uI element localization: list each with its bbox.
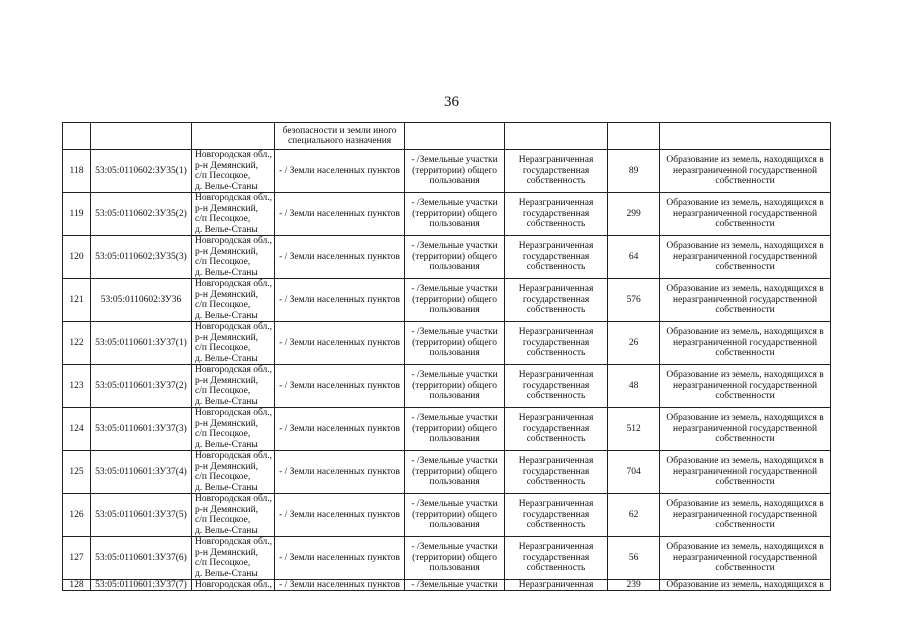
land-category-continued: безопасности и земли иного специального назначения: [275, 123, 405, 150]
address-line: Новгородская обл.,: [195, 193, 273, 203]
address-line: Новгородская обл.,: [195, 279, 273, 289]
permitted-use-line: пользования: [429, 391, 480, 402]
permitted-use-line: (территории) общего: [412, 466, 497, 477]
address: [192, 193, 275, 236]
address-line: д. Велье-Станы: [195, 310, 258, 321]
permitted-use: [405, 150, 505, 193]
address: [192, 322, 275, 365]
permitted-use: [405, 451, 505, 494]
ownership-line: Неразграниченная: [518, 456, 594, 467]
area: 89: [608, 150, 660, 193]
permitted-use-line: - /Земельные участки: [411, 241, 498, 252]
permitted-use-line: - /Земельные участки: [411, 370, 498, 381]
permitted-use-line: (территории) общего: [412, 423, 497, 434]
address-line: д. Велье-Станы: [195, 439, 258, 450]
formation-method: [660, 322, 831, 365]
address-line: Новгородская обл.,: [195, 494, 273, 504]
table-row: [63, 537, 831, 580]
area: 64: [608, 236, 660, 279]
address-line: р-н Демянский,: [195, 547, 259, 558]
address: [192, 236, 275, 279]
permitted-use-line: - /Земельные участки: [411, 284, 498, 295]
ownership-line: государственная: [522, 509, 590, 520]
address: [192, 537, 275, 580]
ownership: [505, 279, 608, 322]
ownership: [505, 322, 608, 365]
formation-method-line: Образование из земель, находящихся в: [666, 413, 824, 424]
cadastral-number: 53:05:0110602:ЗУ35(1): [91, 150, 192, 193]
permitted-use-line: (территории) общего: [412, 165, 497, 176]
formation-method-line: неразграниченной государственной: [672, 380, 818, 391]
page-number: 36: [444, 94, 459, 110]
formation-method-line: собственности: [715, 520, 775, 531]
formation-method-line: собственности: [715, 434, 775, 445]
land-category: - / Земли населенных пунктов: [275, 408, 405, 451]
formation-method-line: Образование из земель, находящихся в: [666, 284, 824, 295]
ownership: [505, 150, 608, 193]
formation-method-line: Образование из земель, находящихся в: [666, 542, 824, 553]
permitted-use: [405, 279, 505, 322]
address-line: д. Велье-Станы: [195, 181, 258, 192]
formation-method: [660, 193, 831, 236]
land-category: - / Земли населенных пунктов: [275, 193, 405, 236]
cadastral-number: 53:05:0110602:ЗУ36: [91, 279, 192, 322]
address: [192, 451, 275, 494]
cell-empty: [608, 123, 660, 150]
address-line: р-н Демянский,: [195, 418, 259, 429]
permitted-use-line: пользования: [429, 176, 480, 187]
cadastral-number: 53:05:0110602:ЗУ35(3): [91, 236, 192, 279]
formation-method-line: Образование из земель, находящихся в: [666, 456, 824, 467]
ownership-line: собственность: [526, 434, 586, 445]
ownership-line: государственная: [522, 423, 590, 434]
land-category: - / Земли населенных пунктов: [275, 451, 405, 494]
cadastral-number: 53:05:0110601:ЗУ37(4): [91, 451, 192, 494]
address-line: р-н Демянский,: [195, 160, 259, 171]
permitted-use: - /Земельные участки: [405, 580, 505, 591]
ownership: [505, 236, 608, 279]
address-line: р-н Демянский,: [195, 504, 259, 515]
row-number: 119: [63, 193, 91, 236]
permitted-use-line: - /Земельные участки: [411, 456, 498, 467]
formation-method-line: собственности: [715, 348, 775, 359]
address-line: Новгородская обл.,: [195, 236, 273, 246]
formation-method-line: Образование из земель, находящихся в: [666, 327, 824, 338]
table-row: [63, 408, 831, 451]
address-line: Новгородская обл.,: [195, 408, 273, 418]
formation-method-line: собственности: [715, 477, 775, 488]
ownership-line: Неразграниченная: [518, 413, 594, 424]
ownership-line: государственная: [522, 165, 590, 176]
table-body: [63, 123, 831, 591]
ownership-line: собственность: [526, 262, 586, 273]
ownership-line: государственная: [522, 294, 590, 305]
row-number: 128: [63, 580, 91, 591]
ownership-line: государственная: [522, 466, 590, 477]
permitted-use-line: (территории) общего: [412, 380, 497, 391]
land-category: - / Земли населенных пунктов: [275, 279, 405, 322]
address-line: д. Велье-Станы: [195, 396, 258, 407]
continuation-row: [63, 123, 831, 150]
formation-method-line: неразграниченной государственной: [672, 466, 818, 477]
ownership-line: Неразграниченная: [518, 327, 594, 338]
formation-method-line: Образование из земель, находящихся в: [666, 198, 824, 209]
ownership-line: собственность: [526, 348, 586, 359]
ownership-line: Неразграниченная: [518, 542, 594, 553]
ownership-line: Неразграниченная: [518, 198, 594, 209]
formation-method-line: собственности: [715, 176, 775, 187]
permitted-use: [405, 408, 505, 451]
permitted-use-line: (территории) общего: [412, 509, 497, 520]
permitted-use-line: пользования: [429, 348, 480, 359]
formation-method: [660, 537, 831, 580]
permitted-use-line: пользования: [429, 262, 480, 273]
address-line: с/п Песоцкое,: [195, 214, 251, 224]
address-line: Новгородская обл.,: [195, 150, 273, 160]
cadastral-number: 53:05:0110601:ЗУ37(3): [91, 408, 192, 451]
ownership: [505, 494, 608, 537]
address-line: р-н Демянский,: [195, 375, 259, 386]
ownership-line: государственная: [522, 251, 590, 262]
permitted-use-line: - /Земельные участки: [411, 198, 498, 209]
ownership-line: собственность: [526, 305, 586, 316]
address-line: д. Велье-Станы: [195, 525, 258, 536]
ownership: [505, 365, 608, 408]
cadastral-number: 53:05:0110601:ЗУ37(7): [91, 580, 192, 591]
permitted-use: [405, 494, 505, 537]
address-line: р-н Демянский,: [195, 332, 259, 343]
address: [192, 365, 275, 408]
permitted-use-line: пользования: [429, 520, 480, 531]
address-line: с/п Песоцкое,: [195, 386, 251, 396]
permitted-use-line: - /Земельные участки: [411, 155, 498, 166]
formation-method-line: собственности: [715, 391, 775, 402]
cadastral-number: 53:05:0110602:ЗУ35(2): [91, 193, 192, 236]
table-row: [63, 580, 831, 591]
row-number: 122: [63, 322, 91, 365]
formation-method: [660, 408, 831, 451]
permitted-use: [405, 322, 505, 365]
formation-method-line: собственности: [715, 219, 775, 230]
table-row: [63, 279, 831, 322]
address: [192, 150, 275, 193]
formation-method-line: неразграниченной государственной: [672, 165, 818, 176]
formation-method: [660, 451, 831, 494]
ownership-line: Неразграниченная: [518, 370, 594, 381]
permitted-use-line: пользования: [429, 563, 480, 574]
land-category: - / Земли населенных пунктов: [275, 580, 405, 591]
row-number: 120: [63, 236, 91, 279]
table-row: [63, 193, 831, 236]
permitted-use-line: (территории) общего: [412, 337, 497, 348]
table-row: [63, 494, 831, 537]
permitted-use-line: пользования: [429, 305, 480, 316]
permitted-use: [405, 365, 505, 408]
cell-empty: [660, 123, 831, 150]
ownership-line: Неразграниченная: [518, 241, 594, 252]
land-category: - / Земли населенных пунктов: [275, 150, 405, 193]
formation-method: Образование из земель, находящихся в: [660, 580, 831, 591]
row-number: 125: [63, 451, 91, 494]
permitted-use-line: (территории) общего: [412, 251, 497, 262]
ownership: [505, 537, 608, 580]
cell-empty: [405, 123, 505, 150]
ownership-line: собственность: [526, 477, 586, 488]
cell-empty: [192, 123, 275, 150]
ownership-line: собственность: [526, 563, 586, 574]
address-line: д. Велье-Станы: [195, 267, 258, 278]
address-line: р-н Демянский,: [195, 289, 259, 300]
address-line: д. Велье-Станы: [195, 568, 258, 579]
address-line: д. Велье-Станы: [195, 353, 258, 364]
area: 239: [608, 580, 660, 591]
formation-method: [660, 365, 831, 408]
address-line: с/п Песоцкое,: [195, 558, 251, 568]
cadastral-number: 53:05:0110601:ЗУ37(5): [91, 494, 192, 537]
formation-method-line: Образование из земель, находящихся в: [666, 155, 824, 166]
row-number: 124: [63, 408, 91, 451]
formation-method: [660, 279, 831, 322]
formation-method-line: собственности: [715, 262, 775, 273]
cell-empty: [91, 123, 192, 150]
permitted-use: [405, 236, 505, 279]
cadastral-number: 53:05:0110601:ЗУ37(1): [91, 322, 192, 365]
area: 56: [608, 537, 660, 580]
ownership: Неразграниченная: [505, 580, 608, 591]
address-line: д. Велье-Станы: [195, 224, 258, 235]
table-row: [63, 451, 831, 494]
permitted-use-line: - /Земельные участки: [411, 413, 498, 424]
area: 299: [608, 193, 660, 236]
formation-method-line: неразграниченной государственной: [672, 294, 818, 305]
formation-method-line: неразграниченной государственной: [672, 552, 818, 563]
ownership-line: Неразграниченная: [518, 499, 594, 510]
permitted-use-line: пользования: [429, 477, 480, 488]
address-line: с/п Песоцкое,: [195, 171, 251, 181]
permitted-use-line: - /Земельные участки: [411, 542, 498, 553]
address-line: с/п Песоцкое,: [195, 343, 251, 353]
cadastral-number: 53:05:0110601:ЗУ37(6): [91, 537, 192, 580]
address-line: Новгородская обл.,: [195, 365, 273, 375]
address-line: р-н Демянский,: [195, 246, 259, 257]
address-line: Новгородская обл.,: [195, 322, 273, 332]
cadastral-number: 53:05:0110601:ЗУ37(2): [91, 365, 192, 408]
permitted-use-line: (территории) общего: [412, 294, 497, 305]
ownership: [505, 193, 608, 236]
land-plots-table: [62, 122, 831, 591]
formation-method: [660, 494, 831, 537]
ownership: [505, 451, 608, 494]
table-row: [63, 322, 831, 365]
formation-method: [660, 236, 831, 279]
area: 512: [608, 408, 660, 451]
row-number: 126: [63, 494, 91, 537]
area: 48: [608, 365, 660, 408]
permitted-use-line: (территории) общего: [412, 552, 497, 563]
row-number: 127: [63, 537, 91, 580]
address-line: с/п Песоцкое,: [195, 472, 251, 482]
area: 704: [608, 451, 660, 494]
row-number: 118: [63, 150, 91, 193]
permitted-use: [405, 193, 505, 236]
ownership-line: государственная: [522, 380, 590, 391]
address-line: с/п Песоцкое,: [195, 257, 251, 267]
permitted-use-line: пользования: [429, 219, 480, 230]
address-line: р-н Демянский,: [195, 203, 259, 214]
permitted-use-line: - /Земельные участки: [411, 499, 498, 510]
formation-method: [660, 150, 831, 193]
ownership-line: собственность: [526, 391, 586, 402]
formation-method-line: собственности: [715, 305, 775, 316]
table-row: [63, 236, 831, 279]
area: 62: [608, 494, 660, 537]
formation-method-line: собственности: [715, 563, 775, 574]
address-line: с/п Песоцкое,: [195, 300, 251, 310]
formation-method-line: неразграниченной государственной: [672, 423, 818, 434]
row-number: 123: [63, 365, 91, 408]
land-category: - / Земли населенных пунктов: [275, 236, 405, 279]
ownership-line: государственная: [522, 552, 590, 563]
ownership-line: Неразграниченная: [518, 155, 594, 166]
table-row: [63, 365, 831, 408]
land-category: - / Земли населенных пунктов: [275, 365, 405, 408]
permitted-use-line: пользования: [429, 434, 480, 445]
formation-method-line: неразграниченной государственной: [672, 208, 818, 219]
address-line: с/п Песоцкое,: [195, 429, 251, 439]
formation-method-line: неразграниченной государственной: [672, 509, 818, 520]
address-line: Новгородская обл.,: [195, 451, 273, 461]
address: Новгородская обл.,: [192, 580, 275, 591]
cell-empty: [63, 123, 91, 150]
ownership-line: государственная: [522, 337, 590, 348]
address: [192, 279, 275, 322]
area: 26: [608, 322, 660, 365]
formation-method-line: Образование из земель, находящихся в: [666, 241, 824, 252]
ownership-line: собственность: [526, 176, 586, 187]
land-category: - / Земли населенных пунктов: [275, 537, 405, 580]
formation-method-line: неразграниченной государственной: [672, 251, 818, 262]
formation-method-line: неразграниченной государственной: [672, 337, 818, 348]
ownership-line: собственность: [526, 219, 586, 230]
area: 576: [608, 279, 660, 322]
permitted-use-line: (территории) общего: [412, 208, 497, 219]
address-line: д. Велье-Станы: [195, 482, 258, 493]
ownership-line: собственность: [526, 520, 586, 531]
land-category: - / Земли населенных пунктов: [275, 322, 405, 365]
ownership: [505, 408, 608, 451]
address-line: с/п Песоцкое,: [195, 515, 251, 525]
table-row: [63, 150, 831, 193]
permitted-use-line: - /Земельные участки: [411, 327, 498, 338]
permitted-use: [405, 537, 505, 580]
address: [192, 408, 275, 451]
cell-empty: [505, 123, 608, 150]
row-number: 121: [63, 279, 91, 322]
ownership-line: государственная: [522, 208, 590, 219]
address-line: р-н Демянский,: [195, 461, 259, 472]
address-line: Новгородская обл.,: [195, 537, 273, 547]
formation-method-line: Образование из земель, находящихся в: [666, 499, 824, 510]
ownership-line: Неразграниченная: [518, 284, 594, 295]
formation-method-line: Образование из земель, находящихся в: [666, 370, 824, 381]
land-category: - / Земли населенных пунктов: [275, 494, 405, 537]
address: [192, 494, 275, 537]
